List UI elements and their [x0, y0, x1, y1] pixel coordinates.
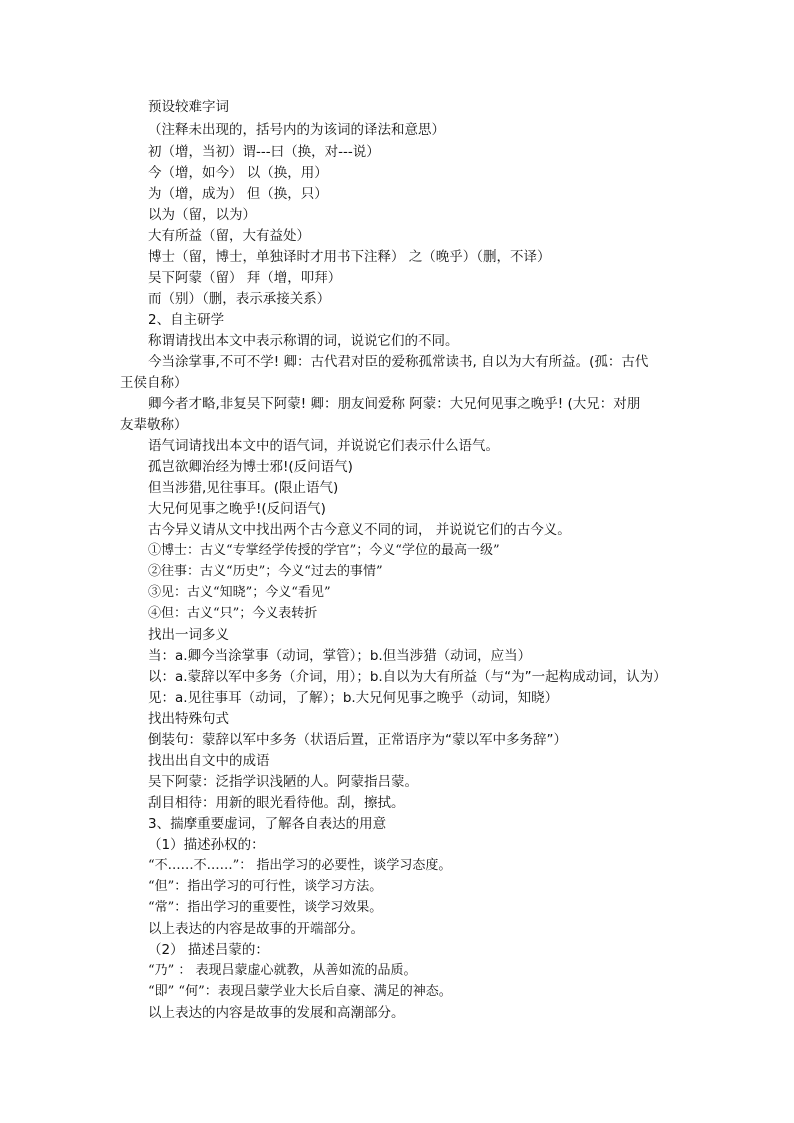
paragraph-line: 王侯自称）: [120, 375, 188, 391]
idiom-item: 吴下阿蒙：泛指学识浅陋的人。阿蒙指吕蒙。: [148, 774, 418, 790]
subheading-sun-quan: （1）描述孙权的：: [148, 837, 265, 853]
paragraph-line: 卿今者才略,非复吴下阿蒙! 卿：朋友间爱称 阿蒙：大兄何见事之晚乎! (大兄：对朋: [148, 396, 641, 412]
example-line: 孤岂欲卿治经为博士邪!(反问语气): [148, 459, 353, 475]
analysis-item: “常”：指出学习的重要性，谈学习效果。: [148, 900, 383, 915]
summary-line: 以上表达的内容是故事的开端部分。: [148, 921, 364, 937]
meaning-item: ③见：古义“知晓”；今义“看见”: [148, 585, 331, 600]
polysemy-item: 见：a.见往事耳（动词，了解）；b.大兄何见事之晚乎（动词，知晓）: [148, 690, 559, 706]
subheading-lu-meng: （2） 描述吕蒙的：: [148, 942, 269, 958]
polysemy-item: 当：a.卿今当涂掌事（动词，掌管）；b.但当涉猎（动词，应当）: [148, 648, 532, 664]
word-item: 吴下阿蒙（留） 拜（增，叩拜）: [148, 270, 342, 286]
analysis-item: “即” “何”：表现吕蒙学业大长后自豪、满足的神态。: [148, 984, 452, 999]
section-heading-function-words: 3、揣摩重要虚词，了解各自表达的用意: [148, 816, 387, 832]
analysis-item: “乃” ： 表现吕蒙虚心就教，从善如流的品质。: [148, 963, 417, 978]
task-modal-particles: 语气词请找出本文中的语气词，并说说它们表示什么语气。: [148, 438, 499, 454]
task-address-terms: 称谓请找出本文中表示称谓的词，说说它们的不同。: [148, 333, 459, 349]
analysis-item: “不……不……”： 指出学习的必要性，谈学习态度。: [148, 858, 452, 873]
word-item: 初（增，当初）谓---曰（换，对---说）: [148, 144, 380, 160]
word-item: 以为（留，以为）: [148, 207, 256, 223]
meaning-item: ①博士：古义“专掌经学传授的学官”；今义“学位的最高一级”: [148, 543, 500, 558]
task-special-sentence: 找出特殊句式: [148, 711, 229, 727]
example-line: 但当涉猎,见往事耳。(限止语气): [148, 480, 339, 496]
meaning-item: ④但：古义“只”；今义表转折: [148, 606, 318, 621]
word-item: 而（别）（删，表示承接关系）: [148, 291, 331, 307]
example-line: 大兄何见事之晚乎!(反问语气): [148, 501, 326, 517]
meaning-item: ②往事：古义“历史”；今义“过去的事情”: [148, 564, 383, 579]
task-idioms: 找出出自文中的成语: [148, 753, 270, 769]
word-item: 为（增，成为） 但（换，只）: [148, 186, 328, 202]
polysemy-item: 以：a.蒙辞以军中多务（介词，用）；b.自以为大有所益（与“为”一起构成动词，认为）: [148, 669, 667, 685]
paragraph-line: 友辈敬称）: [120, 417, 188, 433]
heading-difficult-words: 预设较难字词: [148, 99, 229, 115]
word-item: 今（增，如今） 以（换，用）: [148, 165, 328, 181]
word-item: 博士（留，博士，单独译时才用书下注释） 之（晚乎）（删，不译）: [148, 249, 551, 265]
analysis-item: “但”：指出学习的可行性，谈学习方法。: [148, 879, 383, 894]
task-polysemy: 找出一词多义: [148, 627, 229, 643]
task-ancient-modern-meaning: 古今异义请从文中找出两个古今意义不同的词， 并说说它们的古今义。: [148, 522, 571, 538]
section-heading-self-study: 2、自主研学: [148, 312, 225, 328]
word-item: 大有所益（留，大有益处）: [148, 228, 310, 244]
paragraph-line: 今当涂掌事,不可不学! 卿：古代君对臣的爱称孤常读书, 自以为大有所益。(孤：古代: [148, 354, 649, 370]
annotation-note: （注释未出现的，括号内的为该词的译法和意思）: [148, 122, 445, 138]
sentence-item: 倒装句：蒙辞以军中多务（状语后置，正常语序为“蒙以军中多务辞”）: [148, 732, 567, 748]
summary-line: 以上表达的内容是故事的发展和高潮部分。: [148, 1005, 405, 1021]
idiom-item: 刮目相待：用新的眼光看待他。刮，擦拭。: [148, 795, 405, 811]
